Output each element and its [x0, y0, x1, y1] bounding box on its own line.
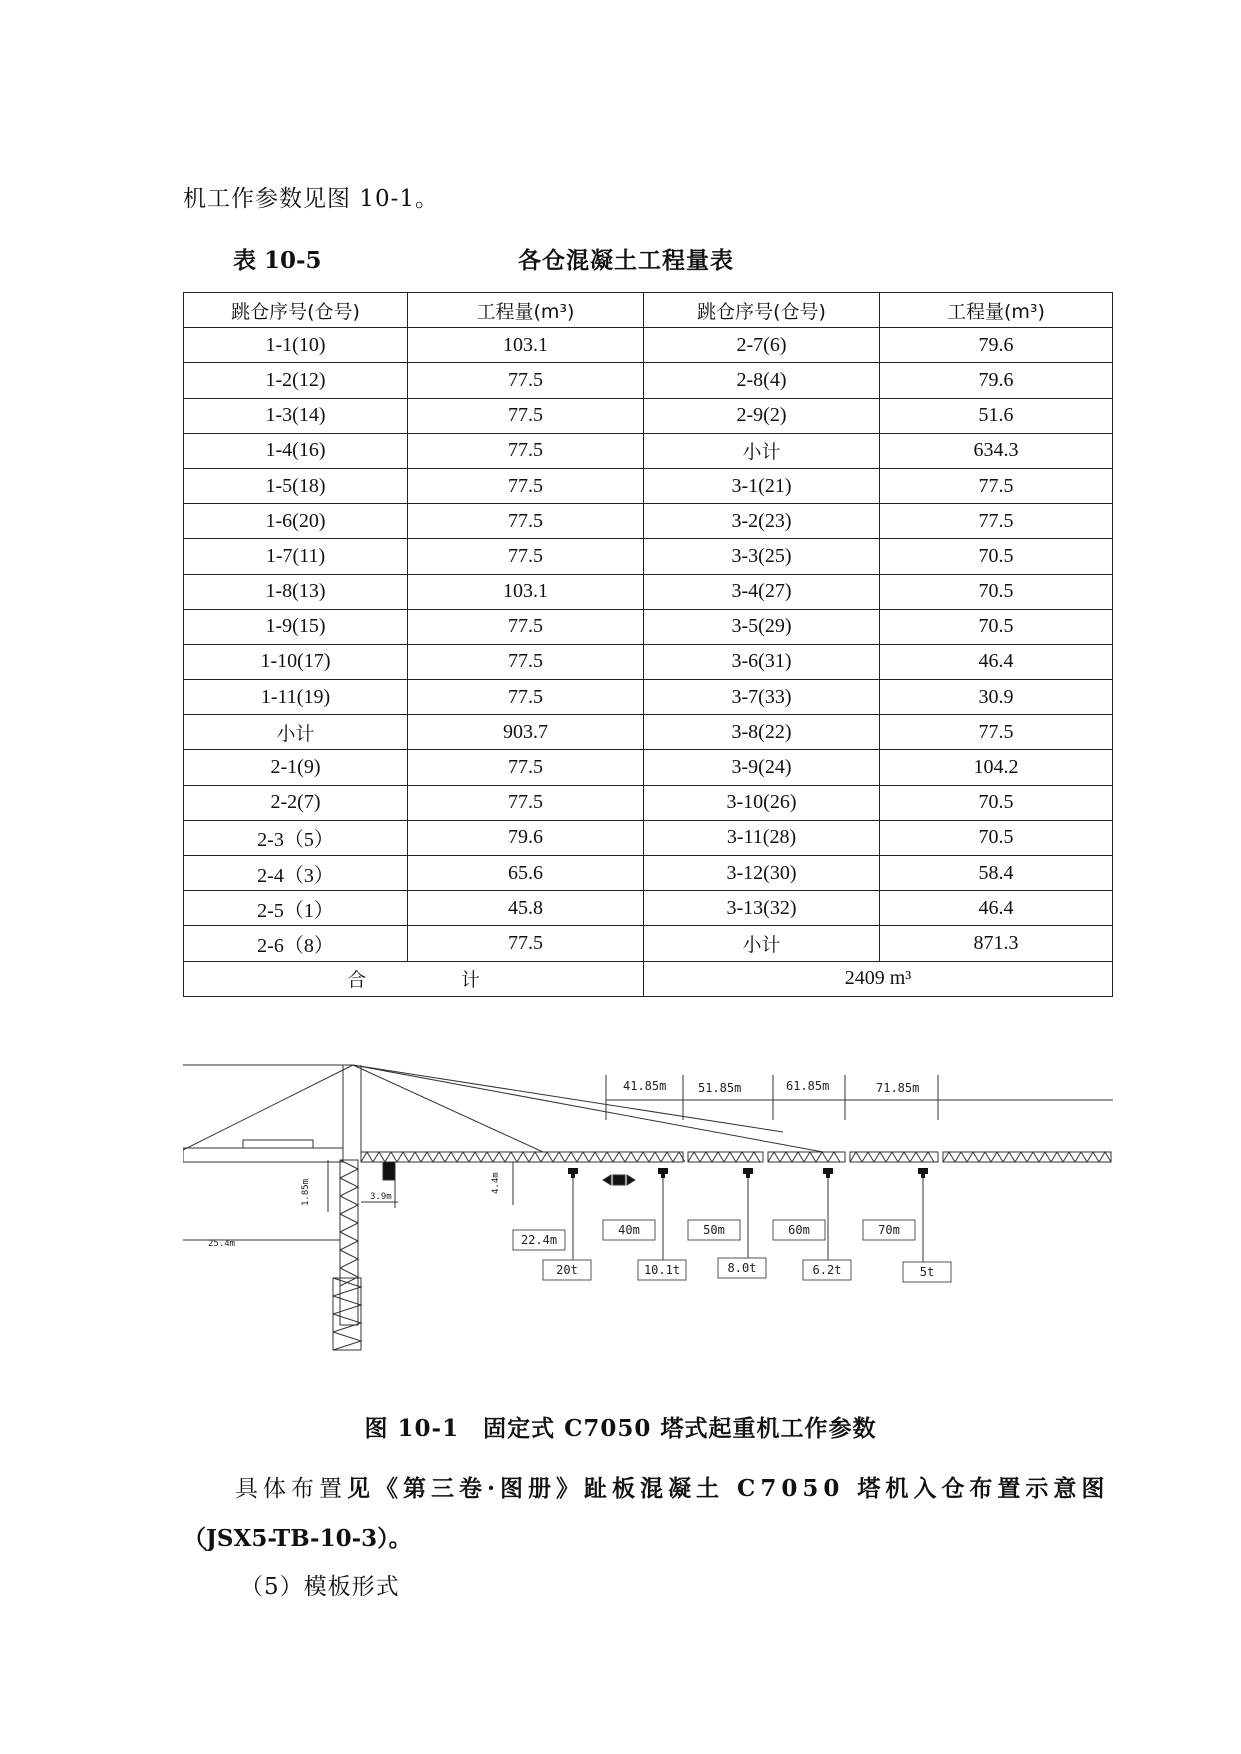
concrete-quantity-table: [183, 292, 1113, 997]
quantity-cell: 77.5: [408, 504, 644, 539]
quantity-cell: 77.5: [408, 609, 644, 644]
section-id-cell: 2-7(6): [644, 328, 880, 363]
header-cell: 工程量(m³): [408, 293, 644, 328]
table-row: [184, 433, 1113, 468]
section-id-cell: 3-12(30): [644, 856, 880, 891]
jib-lattice: [1039, 1152, 1051, 1162]
quantity-cell: 104.2: [880, 750, 1113, 785]
quantity-cell: 77.5: [408, 468, 644, 503]
quantity-cell: 46.4: [880, 891, 1113, 926]
header-cell: 工程量(m³): [880, 293, 1113, 328]
table-row: [184, 856, 1113, 891]
jib-lattice: [1003, 1152, 1015, 1162]
quantity-cell: 70.5: [880, 820, 1113, 855]
jib-lattice: [361, 1152, 373, 1162]
jib-lattice: [991, 1152, 1003, 1162]
para-text: 具体布置: [235, 1476, 347, 1502]
load-label: 20t: [556, 1263, 578, 1277]
layout-paragraph: [235, 1470, 1109, 1503]
load-label: 10.1t: [643, 1263, 681, 1277]
dim-label: 4.4m: [491, 1172, 501, 1194]
quantity-cell: 77.5: [408, 363, 644, 398]
jib-lattice: [421, 1152, 433, 1162]
jib-lattice: [601, 1152, 613, 1162]
hook-position: [688, 1168, 766, 1278]
jib-lattice: [625, 1152, 637, 1162]
jib-lattice: [385, 1152, 397, 1162]
jib-lattice: [589, 1152, 601, 1162]
jib-lattice: [1051, 1152, 1063, 1162]
quantity-cell: 77.5: [880, 468, 1113, 503]
figure-caption: 图 10-1 固定式 C7050 塔式起重机工作参数: [364, 1415, 877, 1442]
span-label: 61.85m: [786, 1079, 830, 1093]
section-id-cell: 2-4（3）: [184, 856, 408, 891]
quantity-cell: 58.4: [880, 856, 1113, 891]
lattice-brace: [333, 1332, 361, 1350]
section-id-cell: 2-8(4): [644, 363, 880, 398]
jib-lattice: [886, 1152, 898, 1162]
jib-lattice: [661, 1152, 673, 1162]
section-id-cell: 2-5（1）: [184, 891, 408, 926]
section-id-cell: 3-8(22): [644, 715, 880, 750]
section-id-cell: 3-9(24): [644, 750, 880, 785]
section-id-cell: 2-9(2): [644, 398, 880, 433]
table-row: [184, 680, 1113, 715]
section-id-cell: 1-6(20): [184, 504, 408, 539]
section-id-cell: 1-2(12): [184, 363, 408, 398]
radius-label: 70m: [878, 1223, 900, 1237]
jib-lattice: [736, 1152, 748, 1162]
jib-lattice: [469, 1152, 481, 1162]
quantity-cell: 77.5: [408, 644, 644, 679]
section-id-cell: 1-3(14): [184, 398, 408, 433]
stay-line: [353, 1065, 823, 1152]
hook-icon: [661, 1174, 665, 1178]
lattice-brace: [333, 1314, 361, 1332]
jib-lattice: [637, 1152, 649, 1162]
trolley-icon: [627, 1175, 635, 1185]
quantity-cell: 77.5: [408, 680, 644, 715]
jib-lattice: [529, 1152, 541, 1162]
jib-lattice: [898, 1152, 910, 1162]
section-id-cell: 1-1(10): [184, 328, 408, 363]
hook-position: [773, 1168, 851, 1280]
jib-lattice: [445, 1152, 457, 1162]
section-id-cell: 3-6(31): [644, 644, 880, 679]
quantity-cell: 79.6: [880, 363, 1113, 398]
jib-lattice: [577, 1152, 589, 1162]
jib-lattice: [373, 1152, 385, 1162]
radius-label: 40m: [618, 1223, 640, 1237]
jib-lattice: [979, 1152, 991, 1162]
quantity-cell: 77.5: [408, 926, 644, 961]
span-label: 51.85m: [698, 1081, 742, 1095]
jib-lattice: [943, 1152, 955, 1162]
counter-jib: [183, 1148, 343, 1162]
quantity-cell: 77.5: [408, 785, 644, 820]
jib-lattice: [1099, 1152, 1111, 1162]
hook-position: [513, 1168, 591, 1280]
total-value-cell: 2409 m³: [644, 961, 1113, 996]
jib-lattice: [688, 1152, 700, 1162]
hook-icon: [743, 1168, 753, 1174]
span-label: 71.85m: [876, 1081, 920, 1095]
section-id-cell: 1-11(19): [184, 680, 408, 715]
mast-lattice: [340, 1160, 358, 1286]
hook-icon: [746, 1174, 750, 1178]
section-id-cell: 小计: [644, 926, 880, 961]
table-row: [184, 504, 1113, 539]
jib-lattice: [517, 1152, 529, 1162]
section-id-cell: 1-9(15): [184, 609, 408, 644]
hook-icon: [918, 1168, 928, 1174]
jib-lattice: [804, 1152, 816, 1162]
base-lattice: [333, 1278, 361, 1350]
header-cell: 跳仓序号(仓号): [644, 293, 880, 328]
quantity-cell: 45.8: [408, 891, 644, 926]
stay-line: [353, 1065, 543, 1152]
total-row: [184, 961, 1113, 996]
dim-label: 3.9m: [370, 1192, 392, 1202]
lattice-brace: [340, 1178, 358, 1196]
stay-line: [353, 1065, 783, 1132]
quantity-cell: 77.5: [880, 504, 1113, 539]
jib-lattice: [922, 1152, 934, 1162]
table-row: [184, 926, 1113, 961]
total-label-cell: 合 计: [184, 961, 644, 996]
stay-line: [183, 1065, 353, 1150]
quantity-cell: 30.9: [880, 680, 1113, 715]
quantity-cell: 77.5: [408, 398, 644, 433]
quantity-cell: 70.5: [880, 539, 1113, 574]
jib-lattice: [792, 1152, 804, 1162]
section-id-cell: 3-1(21): [644, 468, 880, 503]
section-id-cell: 3-11(28): [644, 820, 880, 855]
jib-lattice: [1087, 1152, 1099, 1162]
section-id-cell: 2-6（8）: [184, 926, 408, 961]
table-row: [184, 363, 1113, 398]
section-id-cell: 3-3(25): [644, 539, 880, 574]
hook-icon: [571, 1174, 575, 1178]
table-row: [184, 609, 1113, 644]
section-id-cell: 3-5(29): [644, 609, 880, 644]
jib-lattice: [724, 1152, 736, 1162]
jib-lattice: [712, 1152, 724, 1162]
quantity-cell: 903.7: [408, 715, 644, 750]
radius-label: 50m: [703, 1223, 725, 1237]
table-title: 各仓混凝土工程量表: [518, 247, 734, 274]
trolley-icon: [613, 1175, 625, 1185]
jib-lattice: [874, 1152, 886, 1162]
table-header-row: [184, 293, 1113, 328]
jib-lattice: [768, 1152, 780, 1162]
quantity-cell: 77.5: [408, 539, 644, 574]
table-row: [184, 715, 1113, 750]
drawing-reference: （JSX5-TB-10-3）。: [183, 1525, 412, 1552]
quantity-cell: 70.5: [880, 574, 1113, 609]
dim-label: 25.4m: [208, 1239, 236, 1249]
jib-lattice: [433, 1152, 445, 1162]
header-cell: 跳仓序号(仓号): [184, 293, 408, 328]
section-id-cell: 3-7(33): [644, 680, 880, 715]
quantity-cell: 70.5: [880, 785, 1113, 820]
table-number: 表 10-5: [233, 247, 322, 274]
counterweight: [243, 1140, 313, 1148]
table-row: [184, 574, 1113, 609]
section-heading: （5）模板形式: [240, 1574, 400, 1600]
section-id-cell: 2-1(9): [184, 750, 408, 785]
section-id-cell: 1-8(13): [184, 574, 408, 609]
section-id-cell: 3-2(23): [644, 504, 880, 539]
jib-lattice: [1027, 1152, 1039, 1162]
load-label: 6.2t: [812, 1263, 842, 1277]
lattice-brace: [340, 1250, 358, 1268]
table-row: [184, 328, 1113, 363]
jib-lattice: [816, 1152, 828, 1162]
section-id-cell: 2-2(7): [184, 785, 408, 820]
section-id-cell: 1-10(17): [184, 644, 408, 679]
jib-lattice: [1063, 1152, 1075, 1162]
quantity-cell: 70.5: [880, 609, 1113, 644]
section-id-cell: 3-13(32): [644, 891, 880, 926]
quantity-cell: 77.5: [408, 433, 644, 468]
table-row: [184, 820, 1113, 855]
jib-lattice: [748, 1152, 760, 1162]
table-row: [184, 539, 1113, 574]
lattice-brace: [340, 1214, 358, 1232]
quantity-cell: 103.1: [408, 574, 644, 609]
section-id-cell: 1-4(16): [184, 433, 408, 468]
section-id-cell: 1-7(11): [184, 539, 408, 574]
quantity-cell: 77.5: [408, 750, 644, 785]
jib-lattice: [1015, 1152, 1027, 1162]
jib-lattice: [780, 1152, 792, 1162]
jib-lattice: [910, 1152, 922, 1162]
jib-lattice: [493, 1152, 505, 1162]
quantity-cell: 51.6: [880, 398, 1113, 433]
para-bold-text: 见《第三卷·图册》趾板混凝土 C7050 塔机入仓布置示意图: [347, 1475, 1110, 1502]
jib-truss: [361, 1152, 1111, 1162]
lattice-brace: [333, 1296, 361, 1314]
section-id-cell: 3-4(27): [644, 574, 880, 609]
hook-position: [863, 1168, 951, 1282]
hook-icon: [823, 1168, 833, 1174]
jib-lattice: [967, 1152, 979, 1162]
load-label: 8.0t: [727, 1261, 757, 1275]
table-row: [184, 785, 1113, 820]
jib-lattice: [457, 1152, 469, 1162]
jib-lattice: [828, 1152, 840, 1162]
hook-icon: [921, 1174, 925, 1178]
quantity-cell: 79.6: [408, 820, 644, 855]
jib-lattice: [1075, 1152, 1087, 1162]
lattice-brace: [333, 1278, 361, 1296]
dim-label: 1.85m: [301, 1178, 311, 1206]
hook-icon: [826, 1174, 830, 1178]
jib-lattice: [850, 1152, 862, 1162]
jib-lattice: [541, 1152, 553, 1162]
quantity-cell: 79.6: [880, 328, 1113, 363]
radius-label: 22.4m: [520, 1233, 558, 1247]
jib-lattice: [649, 1152, 661, 1162]
jib-lattice: [613, 1152, 625, 1162]
table-row: [184, 750, 1113, 785]
operator-cab: [383, 1162, 395, 1180]
tower-crane-diagram: [183, 1060, 1113, 1360]
table-row: [184, 891, 1113, 926]
hook-icon: [568, 1168, 578, 1174]
quantity-cell: 103.1: [408, 328, 644, 363]
quantity-cell: 77.5: [880, 715, 1113, 750]
quantity-cell: 634.3: [880, 433, 1113, 468]
radius-label: 60m: [788, 1223, 810, 1237]
intro-text: 机工作参数见图 10-1。: [183, 186, 439, 212]
jib-lattice: [862, 1152, 874, 1162]
lattice-brace: [340, 1196, 358, 1214]
table-row: [184, 644, 1113, 679]
jib-lattice: [700, 1152, 712, 1162]
section-id-cell: 小计: [184, 715, 408, 750]
quantity-cell: 65.6: [408, 856, 644, 891]
table-row: [184, 398, 1113, 433]
jib-lattice: [955, 1152, 967, 1162]
hook-icon: [658, 1168, 668, 1174]
section-id-cell: 1-5(18): [184, 468, 408, 503]
lattice-brace: [340, 1160, 358, 1178]
hook-positions: [513, 1168, 951, 1282]
quantity-cell: 871.3: [880, 926, 1113, 961]
table-row: [184, 468, 1113, 503]
lattice-brace: [340, 1232, 358, 1250]
jib-lattice: [397, 1152, 409, 1162]
section-id-cell: 2-3（5）: [184, 820, 408, 855]
span-label: 41.85m: [623, 1079, 667, 1093]
jib-lattice: [481, 1152, 493, 1162]
jib-lattice: [553, 1152, 565, 1162]
load-label: 5t: [919, 1265, 935, 1279]
section-id-cell: 小计: [644, 433, 880, 468]
jib-lattice: [409, 1152, 421, 1162]
trolley-icon: [603, 1175, 611, 1185]
section-id-cell: 3-10(26): [644, 785, 880, 820]
jib-lattice: [565, 1152, 577, 1162]
quantity-cell: 46.4: [880, 644, 1113, 679]
jib-lattice: [505, 1152, 517, 1162]
